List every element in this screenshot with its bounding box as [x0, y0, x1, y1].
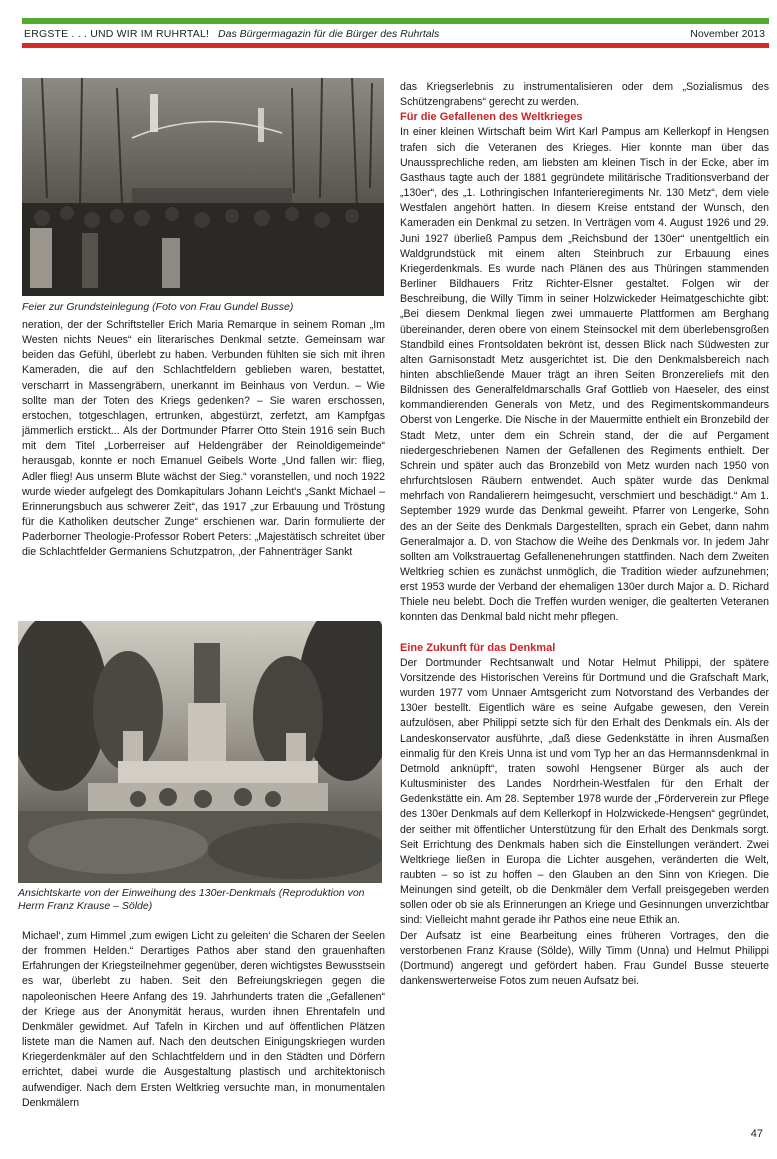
section-fallen-text: In einer kleinen Wirtschaft beim Wirt Karl Pampus am Kellerkopf in Hengsen trafen sich die Veteranen des Krieges. Hier konnte man über das Unaussprechliche reden, am liebsten am kleinen Tisch in der Ecke, aber im Gasthaus tagte auch der 1881 gegründete militärische Traditionsverband der „130er“, des „1. Lothringischen Infanterieregiments Nr. 130 Metz“, dem viele Westfalen angehört hatten. In diesem Kreise entstand der Wunsch, den Kameraden ein Denkmal zu setzen. In Verträgen vom 4. August 1926 und 29. Juni 1927 überließ Pampus dem „Reichsbund der 130er“ unentgeltlich ein Waldgrundstück mit einem alten Steinbruch zur Erbauung eines Kriegerdenkmals. Es wurde nach Plänen des aus Thüringen stammenden Berliner Bildhauers Fritz Richter-Elsner gestaltet. Folgen wir der Beschreibung, die Willy Timm in seiner Holzwickeder Heimatgeschichte gibt: „Bei diesem Denkmal liegen zwei ummauerte Plattformen am Berghang übereinander, deren obere von einem Steinsockel mit dem überlebensgroßen Standbild eines Frontsoldaten bekrönt ist, dessen Blick nach Südwesten zur alten Garnisonstadt Metz ausgerichtet ist. Die den Denkmalsbereich nach hinten abschließende Mauer trägt an ihren Seiten Bronzereliefs mit den Bildnissen des Generalfeldmarschalls Graf Gottlieb von Haeseler, des einst kommandierenden Generals von Metz, und des Regimentskommandeurs Oberst von Lengerke. Die Nische in der Mauermitte enthielt ein Bronzebild der Stadt Metz, unter dem ein Schrein stand, der die auf Pergament niedergeschriebenen Namen der Gefallenen des Regiments enthielt. Der Schrein und später auch das Bronzebild von Metz wurden nach 1950 von ehrfurchtslosen Räubern entwendet. Auch später wurde das Denkmal mehrfach von Randalierern heimgesucht, verschmiert und beschädigt.“ Am 1. September 1929 wurde das Denkmal geweiht. Pfarrer von Lengerke, Sohn des an der Seite des Denkmals Dargestellten, sprach ein Gebet, dann nahm Generalmajor a. D. von Stachow die Weihe des Denkmals vor. In jedem Jahr sollten am Volkstrauertag Gefallenenehrungen stattfinden. Nach dem Zweiten Weltkrieg schien es zunächst unmöglich, die Tradition wieder aufzunehmen; erst 1953 wurde der Verband der ehemaligen 130er durch Major a. D. Richard Thiele neu belebt. Doch die Treffen wurden weniger, die gealterten Veteranen konnten das Denkmal bald nicht mehr pflegen.: [400, 126, 769, 624]
left-bottom-paragraph: Michael‘, zum Himmel ‚zum ewigen Licht zu geleiten‘ die Scharen der Seelen der frommen Helden.“ Derartiges Pathos aber stand den grauenhaften Erfahrungen der Kriegsteilnehmer gegenüber, deren wichtigstes Bewusstsein es war, überlebt zu haben. Seit den Befreiungskriegen gegen die napoleonischen Heere Anfang des 19. Jahrhunderts traten die „Gefallenen“ der Kriege aus der Anonymität heraus, wurden ihnen Ehrentafeln und Denkmäler gewidmet. Auf Tafeln in Kirchen und auf öffentlichen Plätzen listete man die Namen auf. Nach den deutschen Einigungskriegen wurden Kriegerdenkmäler auf den Schlachtfeldern und in den Städten und Dörfern errichtet, dabei wurde die Ausgestaltung plastisch und architektonisch aufwendiger. Nach dem Ersten Weltkrieg versuchte man, in monumentalen Denkmälern: [22, 930, 385, 1109]
section-future-credits: Der Aufsatz ist eine Bearbeitung eines früheren Vortrages, den die verstorbenen Franz Krause (Sölde), Willy Timm (Unna) und Helmut Philippi (Dortmund) angeregt und gefördert haben. Frau Gundel Busse steuerte dankenswerterweise Fotos zum neuen Aufsatz bei.: [400, 929, 769, 988]
right-column: [400, 80, 769, 989]
magazine-name: ERGSTE . . . UND WIR IM RUHRTAL!: [24, 28, 210, 40]
photo-monument-postcard: [18, 621, 382, 883]
magazine-tagline: Das Bürgermagazin für die Bürger des Ruhrtals: [218, 28, 440, 40]
photo2-caption: Ansichtskarte von der Einweihung des 130er-Denkmals (Reproduktion von Herrn Franz Krause – Sölde): [18, 887, 365, 912]
photo1-caption: Feier zur Grundsteinlegung (Foto von Frau Gundel Busse): [22, 301, 294, 313]
left-column-bottom: [22, 929, 385, 1111]
ceremony-photo-image: [22, 78, 384, 296]
section-heading-fallen: Für die Gefallenen des Weltkrieges: [400, 111, 583, 124]
header-red-bar: [22, 43, 769, 48]
section-heading-future: Eine Zukunft für das Denkmal: [400, 641, 556, 654]
left-top-paragraph: neration, der der Schriftsteller Erich Maria Remarque in seinem Roman „Im Westen nichts Neues“ ein literarisches Denkmal setzte. Gemeinsam war beiden das Gefühl, überlebt zu haben. Verbunden fühlten sie sich mit ihren Kameraden, die auf den Schlachtfeldern geblieben waren, bestattet, verscharrt in Massengräbern, unerkannt im Beinhaus von Verdun. – Wie sollte man der Toten des Kriegs gedenken? – Sie waren erschossen, erstochen, totgeschlagen, ertrunken, abgestürzt, zerfetzt, am Kampfgas jämmerlich erstickt... Als der Dortmunder Pfarrer Otto Stein 1916 sein Buch mit dem Titel „Lorberreiser auf Heldengräber der Reinoldigemeinde“ herausgab, konnte er noch Emanuel Geibels Worte „Und fallen wir: flieg, Adler flieg! Aus unserm Blute wächst der Sieg.“ voranstellen, und noch 1922 wurde wieder aufgelegt des Domkapitulars Johann Leicht's „Sankt Michael – Erinnerungsbuch aus schwerer Zeit“, das 1917 „zur Erbauung und Tröstung für die Katholiken deutscher Zunge“ erschienen war. Darin formulierte der Paderborner Theologie-Professor Robert Peters: „Majestätisch schreitet über die Schlachtfelder Germaniens Schutzpatron, ‚der Fahnenträger Sankt: [22, 319, 385, 559]
right-intro-paragraph: das Kriegserlebnis zu instrumentalisieren oder dem „Sozialismus des Schützengrabens“ gerecht zu werden.: [400, 81, 769, 109]
monument-photo-image: [18, 621, 382, 883]
left-column-top: [22, 318, 385, 561]
header-green-bar: [22, 18, 769, 24]
issue-date: November 2013: [690, 28, 765, 40]
photo-foundation-ceremony: [22, 78, 384, 296]
page-number: 47: [750, 1128, 763, 1140]
page-header: [24, 27, 769, 41]
section-future-text: Der Dortmunder Rechtsanwalt und Notar Helmut Philippi, der spätere Vorsitzende des Historischen Vereins für Dortmund und die Grafschaft Mark, wurden 1977 vom Unnaer Amtsgericht zum Notvorstand des Verbandes der 130er bestellt. Eigentlich wäre es seine Aufgabe gewesen, den Verein aufzulösen, aber Philippi setzte sich für den Erhalt des Denkmals ein. Als der Landeskonservator ausführte, „daß diese Gedenkstätte in ihren Ausmaßen einmalig für den Kreis Unna ist und vom Typ her an das Hermannsdenkmal in Detmold anknüpft“, traten sowohl Hengsener Bürger als auch der Kultusminister des Landes Nordrhein-Westfalen für den Erhalt der Gedenkstätte ein. Am 28. September 1978 wurde der „Förderverein zur Pflege des 130er Denkmals auf dem Kellerkopf in Holzwickede-Hengsen“ gegründet, der seither mit öffentlicher Unterstützung für den Erhalt des Denkmals sorgt. Seit Errichtung des Denkmals haben sich die Einstellungen verändert. Zwei Weltkriege ließen in Europa die Lichter ausgehen, veränderten die Welt, raubten – so ist zu hoffen – den Glauben an den Sinn von Kriegen. Die Meinungen sind geteilt, ob die Denkmäler dem Verfall preisgegeben werden sollen oder ob sie als Erinnerungen an Kriege und Gesinnungen unverzichtbar sind: Vielleicht mahnt gerade ihr Pathos eine neue Ethik an.: [400, 656, 769, 927]
